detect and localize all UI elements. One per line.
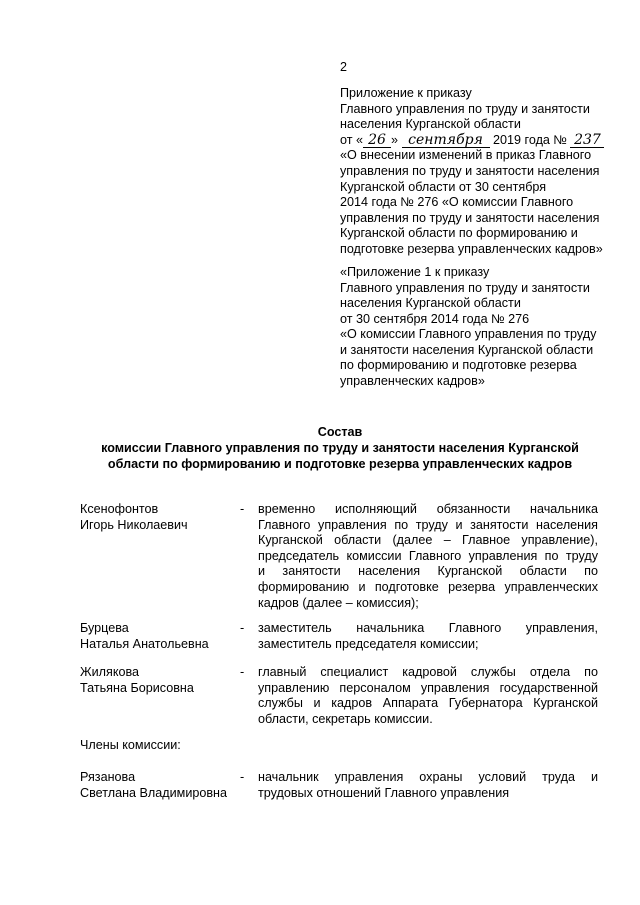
- member-name: [80, 502, 235, 533]
- role-line: формированию и подготовке резерва управленческих: [258, 579, 598, 594]
- date-prefix: от «: [340, 132, 363, 147]
- member-given-name: Татьяна Борисовна: [80, 680, 194, 695]
- order-header: [340, 86, 630, 258]
- role-line: начальник управления охраны условий труда и: [258, 770, 598, 784]
- role-line: заместитель начальника Главного управления,: [258, 621, 598, 635]
- date-day: 26: [363, 134, 391, 148]
- appendix-line: от 30 сентября 2014 года № 276: [340, 311, 530, 326]
- member-name: [80, 770, 235, 801]
- page-number: 2: [340, 60, 348, 74]
- role-line: Главного управления по труду и занятости населения: [258, 517, 598, 532]
- header-line: подготовке резерва управленческих кадров»: [340, 241, 603, 256]
- header-line: Курганской области по формированию и: [340, 226, 578, 241]
- member-dash: -: [240, 502, 245, 516]
- header-line: Курганской области от 30 сентября: [340, 179, 547, 194]
- title-line: области по формированию и подготовке резерва управленческих кадров: [107, 457, 573, 471]
- role-line: и занятости населения Курганской области по: [258, 564, 598, 579]
- member-name: [80, 621, 235, 652]
- header-line: управления по труду и занятости населения: [340, 210, 600, 225]
- appendix-line: населения Курганской области: [340, 296, 521, 310]
- role-line: трудовых отношений Главного управления: [258, 785, 510, 800]
- appendix-line: «О комиссии Главного управления по труду: [340, 327, 597, 341]
- date-year: 2019 года №: [493, 132, 567, 147]
- member-given-name: Наталья Анатольевна: [80, 636, 209, 651]
- order-number: 237: [570, 134, 604, 148]
- member-dash: -: [240, 621, 245, 635]
- member-role: [258, 770, 598, 801]
- member-surname: Ксенофонтов: [80, 502, 159, 516]
- header-line: управления по труду и занятости населения: [340, 163, 600, 178]
- role-line: кадров (далее – комиссия);: [258, 595, 419, 610]
- member-given-name: Светлана Владимировна: [80, 785, 228, 800]
- role-line: управлению персоналом управления государственной: [258, 680, 598, 695]
- date-mid: »: [391, 132, 399, 147]
- header-line: 2014 года № 276 «О комиссии Главного: [340, 195, 574, 210]
- member-surname: Рязанова: [80, 770, 136, 784]
- member-role: [258, 502, 598, 611]
- role-line: службы и кадров Аппарата Губернатора Курганской: [258, 696, 598, 711]
- header-date-line: [340, 133, 630, 149]
- document-title: [40, 424, 640, 472]
- header-line: «О внесении изменений в приказ Главного: [340, 148, 592, 163]
- header-line: Приложение к приказу: [340, 86, 472, 100]
- appendix-header: [340, 265, 630, 389]
- member-dash: -: [240, 770, 245, 784]
- member-dash: -: [240, 665, 245, 679]
- role-line: заместитель председателя комиссии;: [258, 636, 479, 651]
- title-line: Состав: [317, 425, 363, 439]
- member-role: [258, 621, 598, 652]
- appendix-line: «Приложение 1 к приказу: [340, 265, 490, 279]
- appendix-line: и занятости населения Курганской области: [340, 342, 594, 357]
- header-line: населения Курганской области: [340, 117, 521, 132]
- role-line: временно исполняющий обязанности начальника: [258, 502, 598, 516]
- member-name: [80, 665, 235, 696]
- date-month: сентября: [402, 134, 490, 148]
- member-given-name: Игорь Николаевич: [80, 517, 188, 532]
- members-label: Члены комиссии:: [80, 738, 181, 752]
- appendix-line: Главного управления по труду и занятости: [340, 280, 590, 295]
- member-surname: Жилякова: [80, 665, 140, 679]
- header-line: Главного управления по труду и занятости: [340, 101, 590, 116]
- role-line: области, секретарь комиссии.: [258, 711, 433, 726]
- member-role: [258, 665, 598, 727]
- member-surname: Бурцева: [80, 621, 129, 635]
- role-line: председатель комиссии Главного управления по труду: [258, 548, 598, 563]
- appendix-line: по формированию и подготовке резерва: [340, 358, 577, 372]
- role-line: главный специалист кадровой службы отдела по: [258, 665, 598, 679]
- role-line: Курганской области (далее – Главное управление),: [258, 533, 598, 548]
- appendix-line: управленческих кадров»: [340, 373, 485, 388]
- title-line: комиссии Главного управления по труду и занятости населения Курганской: [101, 441, 579, 455]
